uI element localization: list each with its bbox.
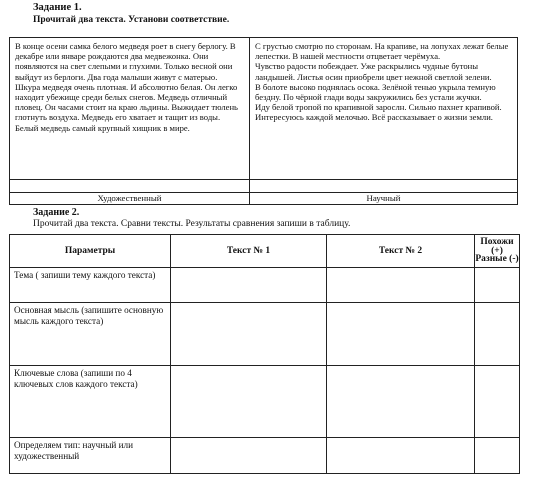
header-params: Параметры — [10, 235, 171, 268]
task1-instruction: Прочитай два текста. Установи соответствие. — [33, 15, 230, 25]
right-text-paragraph: Чувство радости побеждает. Уже раскрылись чудные бутоны ландышей. Листья осин приобрели цвет нежной светлой зелени. — [255, 61, 492, 82]
right-text-paragraph: В болоте высоко поднялась осока. Зелёной тенью укрыла темную бездну. По чёрной глади воды закружились без устали жучки. — [255, 81, 496, 103]
task2-instruction: Прочитай два текста. Сравни тексты. Результаты сравнения запиши в таблицу. — [33, 219, 351, 229]
task2-heading: Задание 2. — [33, 207, 80, 218]
spacer-cell-left — [10, 180, 250, 193]
task1-heading: Задание 1. — [33, 2, 82, 13]
left-text-paragraph: Шкура медведя очень плотная. И абсолютно белая. Он легко находит убежище среди белых снегов. Медведь отличный пловец. Он часами стоит на краю льдины. Выжидает тюлень глотнуть воздуха. Медведь его хватает и тащит из воды. Белый медведь самый крупный хищник в мире. — [15, 81, 238, 133]
answer-cell[interactable] — [475, 303, 520, 366]
row-label-theme: Тема ( запиши тему каждого текста) — [10, 268, 171, 303]
answer-cell[interactable] — [171, 303, 327, 366]
text-cell-left — [10, 38, 250, 180]
text-cell-right — [250, 38, 518, 180]
answer-cell[interactable] — [327, 366, 475, 438]
row-label-keywords: Ключевые слова (запиши по 4 ключевых слов каждого текста) — [10, 366, 171, 438]
answer-cell[interactable] — [475, 268, 520, 303]
answer-cell[interactable] — [475, 366, 520, 438]
header-similar: Похожи — [480, 237, 514, 248]
answer-cell[interactable] — [327, 303, 475, 366]
answer-cell[interactable] — [171, 438, 327, 474]
header-different: Разные (-) — [475, 254, 519, 265]
answer-cell[interactable] — [327, 268, 475, 303]
answer-cell[interactable] — [171, 268, 327, 303]
comparison-table — [9, 234, 520, 474]
right-text-paragraph: С грустью смотрю по сторонам. На крапиве, на лопухах лежат белые лепестки. В нашей местности отцветает черёмуха. — [255, 41, 509, 62]
texts-table — [9, 37, 518, 205]
header-plus: (+) — [491, 245, 503, 256]
answer-cell[interactable] — [475, 438, 520, 474]
right-text-paragraph: Иду белой тропой по крапивной зарослн. Сильно пахнет крапивой. Интересуюсь каждой мелочью. Всё рассказывает о жизни земли. — [255, 102, 502, 123]
header-similar-different — [475, 235, 520, 268]
left-text-paragraph: В конце осени самка белого медведя роет в снегу берлогу. В декабре или январе рождаются два медвежонка. Они появляются на свет слепыми и глухими. Только весной они выйдут из берлоги. Два года малыши живут с матерью. — [15, 41, 236, 82]
header-text1: Текст № 1 — [171, 235, 327, 268]
spacer-cell-right — [250, 180, 518, 193]
label-literary: Художественный — [10, 193, 250, 205]
header-text2: Текст № 2 — [327, 235, 475, 268]
answer-cell[interactable] — [171, 366, 327, 438]
label-scientific: Научный — [250, 193, 518, 205]
answer-cell[interactable] — [327, 438, 475, 474]
row-label-main-idea: Основная мысль (запишите основную мысль каждого текста) — [10, 303, 171, 366]
row-label-type: Определяем тип: научный или художественный — [10, 438, 171, 474]
